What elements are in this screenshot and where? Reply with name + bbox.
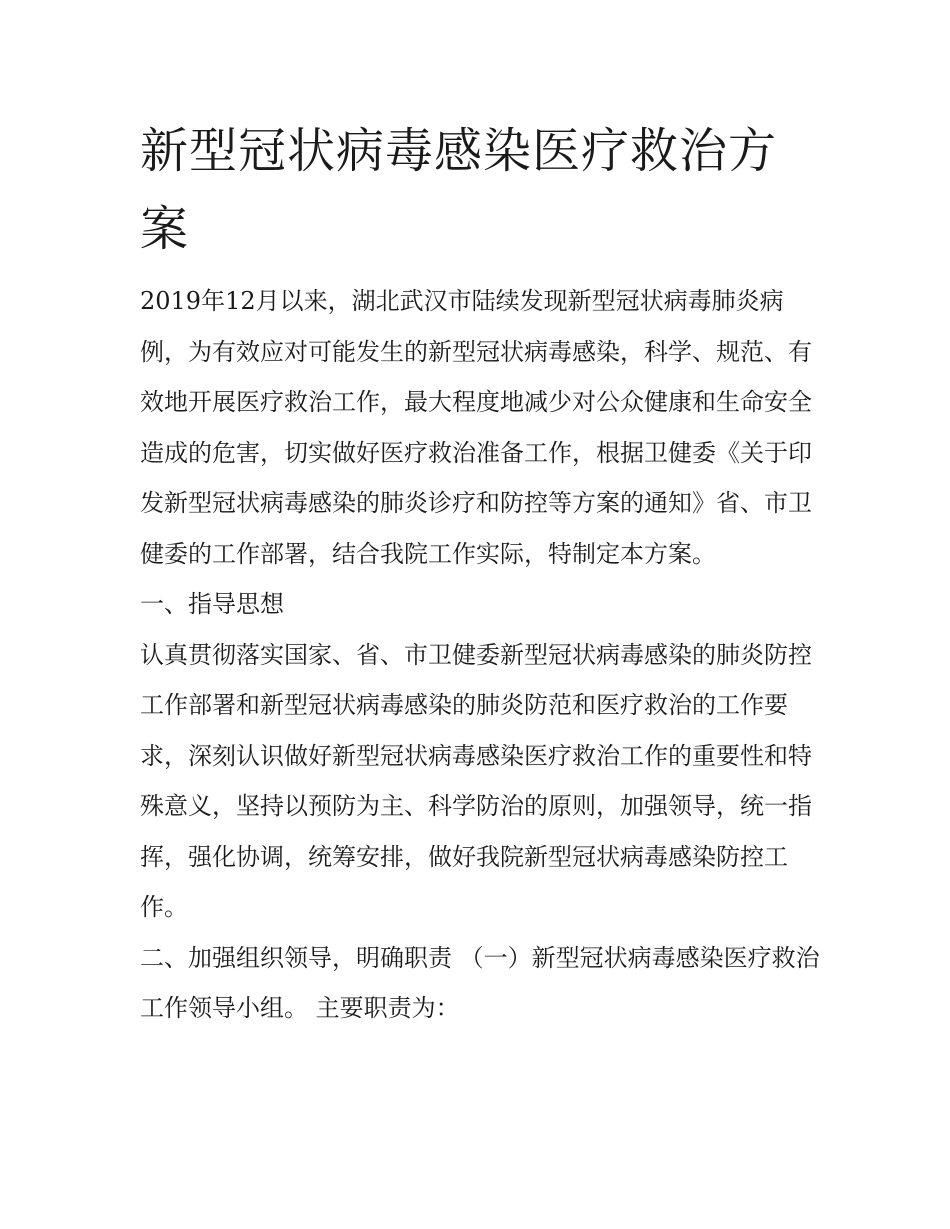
section-heading-guiding-ideology: 一、指导思想: [140, 590, 284, 618]
document-title: 新型冠状病毒感染医疗救治方案: [140, 123, 778, 257]
guiding-ideology-paragraph: 认真贯彻落实国家、省、市卫健委新型冠状病毒感染的肺炎防控工作部署和新型冠状病毒感染的肺炎防范和医疗救治的工作要求，深刻认识做好新型冠状病毒感染医疗救治工作的重要性和特殊意义，坚持以预防为主、科学防治的原则，加强领导，统一指挥，强化协调，统筹安排，做好我院新型冠状病毒感染防控工作。: [140, 640, 812, 921]
document-body: [140, 276, 830, 1034]
section-heading-organization: 二、加强组织领导，明确职责 （一）新型冠状病毒感染医疗救治工作领导小组。 主要职责为：: [140, 943, 820, 1022]
intro-paragraph: 2019年12月以来，湖北武汉市陆续发现新型冠状病毒肺炎病例，为有效应对可能发生的新型冠状病毒感染，科学、规范、有效地开展医疗救治工作，最大程度地减少对公众健康和生命安全造成的危害，切实做好医疗救治准备工作，根据卫健委《关于印发新型冠状病毒感染的肺炎诊疗和防控等方案的通知》省、市卫健委的工作部署，结合我院工作实际，特制定本方案。: [140, 287, 812, 568]
